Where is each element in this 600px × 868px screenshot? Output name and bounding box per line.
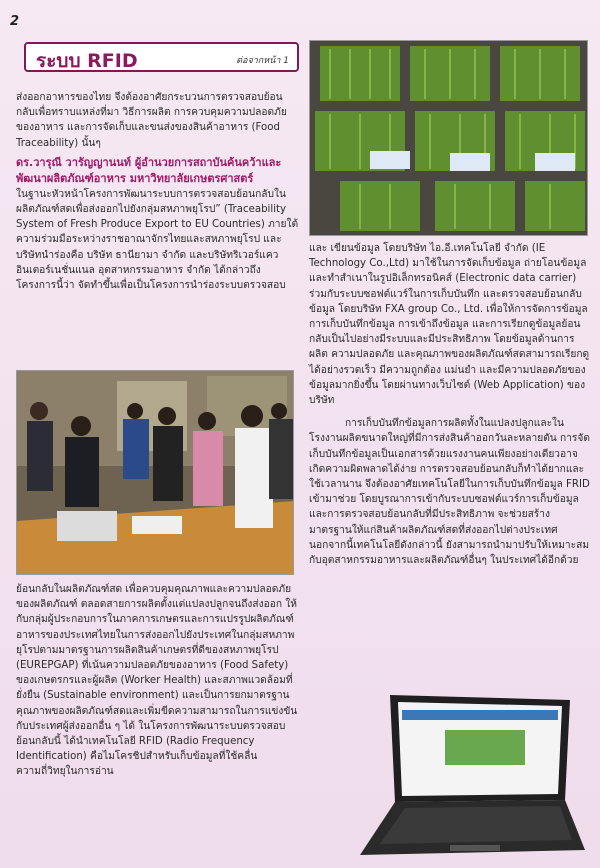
project-paragraph: ในฐานะหัวหน้าโครงการพัฒนาระบบการตรวจสอบย้อนกลับในผลิตภัณฑ์สดเพื่อส่งออกไปยังกลุ่มสหภาพยุโรป” (Traceability System of Fresh Produce Export to EU Countries) ภายใต้ความร่วมมือระหว่างราชอาณาจักรไทยและสหภาพยุโรป และบริษัทนำร่องคือ บริษัท ธานียามา จำกัด และบริษัทริเวอร์แควอินเตอร์เนชั่นแนล อุตสาหกรรมอาหาร จำกัด ได้กล่าวถึงโครงการนี้ว่า จัดทำขึ้นเพื่อเป็นโครงการนำร่องระบบตรวจสอบ [16, 188, 299, 292]
section-header [24, 42, 299, 72]
continued-note: ต่อจากหน้า 1 [236, 56, 289, 66]
laptop-image [350, 690, 590, 860]
left-column-top [16, 90, 300, 293]
event-photo [16, 370, 294, 575]
left-column-bottom [16, 582, 300, 780]
asparagus-photo [309, 40, 588, 236]
author-line: ดร.วารุณี วารัญญานนท์ ผู้อำนวยการสถาบันค้นคว้าและพัฒนาผลิตภัณฑ์อาหาร มหาวิทยาลัยเกษตรศาสตร์ [16, 155, 282, 185]
asparagus-illustration [310, 41, 588, 236]
section-title: ระบบ RFID [36, 50, 138, 72]
data-recording-paragraph: การเก็บบันทึกข้อมูลการผลิตทั้งในแปลงปลูกและในโรงงานผลิตขนาดใหญ่ที่มีการส่งสินค้าออกวันละหลายตัน การจัดเก็บบันทึกข้อมูลเป็นเอกสารด้วยแรงงานคนเพียงอย่างเดียวอาจเกิดความผิดพลาดได้ง่าย การตรวจสอบย้อนกลับก็ทำได้ยากและใช้เวลานาน จึงต้องอาศัยเทคโนโลยีในการเก็บบันทึกข้อมูล FRID เข้ามาช่วย โดยบูรณาการเข้ากับระบบซอฟต์แวร์การเก็บข้อมูลและการตรวจสอบย้อนกลับที่มีประสิทธิภาพ จะช่วยสร้างมาตรฐานให้แก่สินค้าผลิตภัณฑ์สดที่ส่งออกไปต่างประเทศ นอกจากนี้เทคโนโลยีดังกล่าวนี้ ยังสามารถนำมาปรับให้เหมาะสมกับอุตสาหกรรมอาหารและผลิตภัณฑ์อื่นๆ ในประเทศได้อีกด้วย [309, 418, 590, 567]
rfid-paragraph: ย้อนกลับในผลิตภัณฑ์สด เพื่อควบคุมคุณภาพและความปลอดภัยของผลิตภัณฑ์ ตลอดสายการผลิตตั้งแต่แปลงปลูกจนถึงส่งออก ให้กับกลุ่มผู้ประกอบการในภาคการเกษตรและการแปรรูปผลิตภัณฑ์อาหารของประเทศไทยในการส่งออกไปยังประเทศในกลุ่มสหภาพยุโรปตามมาตรฐานการผลิตสินค้าเกษตรที่ดีของสหภาพยุโรป (EUREPGAP) ที่เน้นความปลอดภัยของอาหาร (Food Safety) ของเกษตรกรและผู้ผลิต (Worker Health) และสภาพแวดล้อมที่ยั่งยืน (Sustainable environment) และเป็นการยกมาตรฐานคุณภาพของผลิตภัณฑ์สดและเพิ่มขีดความสามารถในการแข่งขันกับประเทศผู้ส่งออกอื่น ๆ ได้ ในโครงการพัฒนาระบบตรวจสอบย้อนกลับนี้ ได้นำเทคโนโลยี RFID (Radio Frequency Identification) คือไมโครชิปสำหรับเก็บข้อมูลที่ใช้คลื่นความถี่วิทยุในการอ่าน [16, 584, 298, 778]
intro-paragraph: ส่งออกอาหารของไทย จึงต้องอาศัยกระบวนการตรวจสอบย้อนกลับเพื่อทราบแหล่งที่มา วิธีการผลิต การควบคุมความปลอดภัยของอาหาร และการจัดเก็บและขนส่งของสินค้าอาหาร (Food Traceability) นั้นๆ [16, 92, 287, 149]
technology-paragraph: และ เขียนข้อมูล โดยบริษัท ไอ.อี.เทคโนโลยี จำกัด (IE Technology Co.,Ltd) มาใช้ในการจัดเก็บข้อมูล ถ่ายโอนข้อมูลและทำสำเนาในรูปอิเล็กทรอนิคส์ (Electronic data carrier) ร่วมกับระบบซอฟต์แวร์ในการเก็บบันทึก และตรวจสอบย้อนกลับข้อมูล โดยบริษัท FXA group Co., Ltd. เพื่อให้การจัดการข้อมูลการเก็บบันทึกข้อมูล การเข้าถึงข้อมูล และการเรียกดูข้อมูลย้อนกลับเป็นไปอย่างมีระบบและมีประสิทธิภาพ โดยข้อมูลด้านการผลิต ความปลอดภัย และคุณภาพของผลิตภัณฑ์สดสามารถเรียกดูได้อย่างรวดเร็ว มีความถูกต้อง แม่นยำ และมีความปลอดภัยของข้อมูลมากยิ่งขึ้น โดยผ่านทางเว็บไซต์ (Web Application) ของบริษัท [309, 243, 590, 407]
page-number: 2 [10, 14, 20, 29]
right-column [309, 241, 590, 568]
laptop-illustration [350, 690, 590, 860]
event-photo-illustration [17, 371, 294, 575]
